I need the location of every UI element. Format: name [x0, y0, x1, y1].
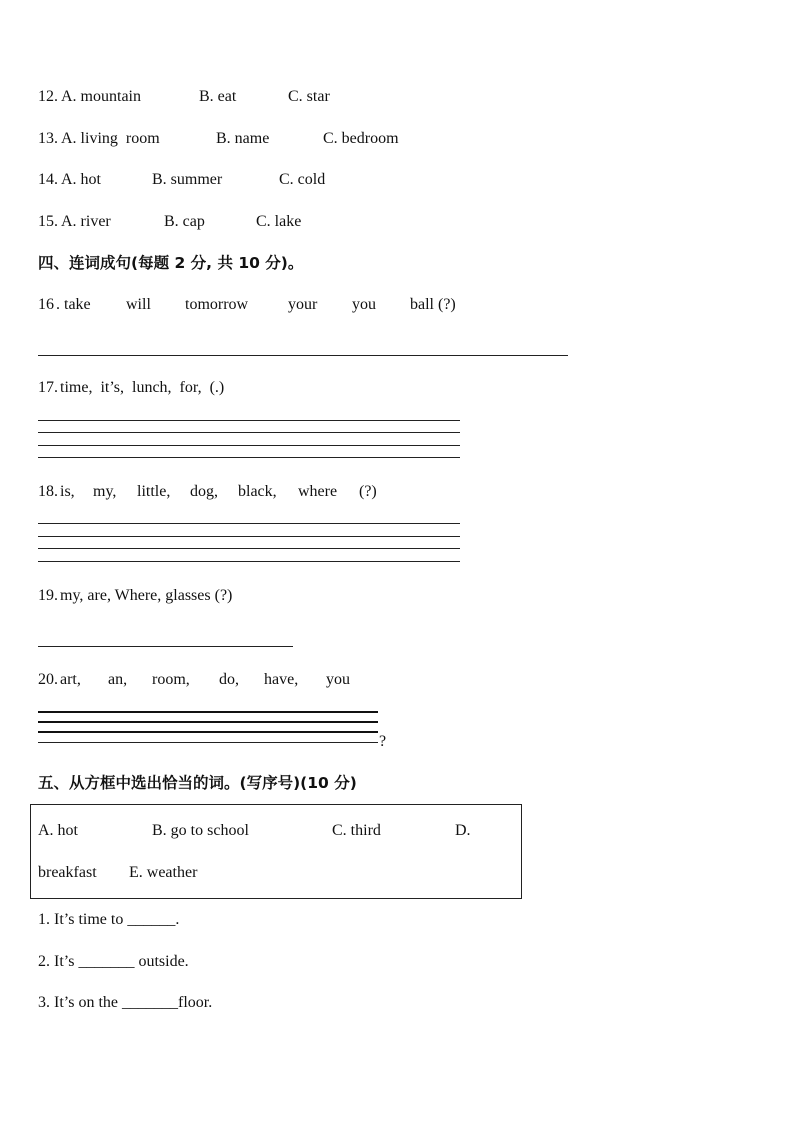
item-text: outside. [134, 953, 189, 970]
option-c: C. star [288, 88, 330, 105]
fill-item-2 [38, 952, 189, 972]
answer-line [38, 742, 378, 743]
word-box [30, 804, 522, 899]
answer-line [38, 561, 460, 562]
section-5-heading: 五、从方框中选出恰当的词。(写序号)(10 分) [38, 774, 357, 792]
blank[interactable]: ______ [127, 911, 176, 928]
word: your [288, 296, 318, 313]
answer-line[interactable] [38, 711, 378, 713]
word: have, [264, 671, 299, 688]
word: art, [60, 671, 81, 688]
box-option: E. weather [129, 864, 198, 881]
box-option: B. go to school [152, 822, 249, 839]
box-option: C. third [332, 822, 381, 839]
word: dog, [190, 483, 218, 500]
item-text: 2. It’s [38, 953, 79, 970]
option-b: B. cap [164, 213, 205, 230]
word-list: my, are, Where, glasses (?) [60, 587, 233, 604]
end-question-mark: ? [379, 733, 387, 750]
item-text: 1. It’s time to [38, 911, 128, 928]
answer-line [38, 432, 460, 433]
option-a: A. river [61, 213, 111, 230]
answer-line[interactable] [38, 420, 460, 421]
option-a: A. hot [61, 171, 101, 188]
option-a: A. living room [61, 130, 160, 147]
word: ball (?) [410, 296, 456, 313]
question-number: 16 [38, 296, 54, 313]
item-text: . [175, 911, 180, 928]
question-number: 12. [38, 88, 58, 105]
item-text: 3. It’s on the [38, 994, 122, 1011]
option-a: A. mountain [61, 88, 141, 105]
word: (?) [359, 483, 377, 500]
question-number: 20. [38, 671, 58, 688]
word: you [352, 296, 376, 313]
answer-line[interactable] [38, 355, 568, 356]
answer-line [38, 536, 460, 537]
option-b: B. summer [152, 171, 223, 188]
question-number: 17. [38, 379, 58, 396]
word: tomorrow [185, 296, 249, 313]
question-number: 15. [38, 213, 58, 230]
word: little, [137, 483, 171, 500]
option-b: B. name [216, 130, 270, 147]
question-number: 13. [38, 130, 58, 147]
option-c: C. bedroom [323, 130, 399, 147]
question-number: 19. [38, 587, 58, 604]
answer-line [38, 457, 460, 458]
word: black, [238, 483, 277, 500]
fill-item-1 [38, 910, 179, 930]
answer-line[interactable] [38, 523, 460, 524]
word: you [326, 671, 350, 688]
word: room, [152, 671, 190, 688]
box-option: breakfast [38, 864, 97, 881]
box-option: A. hot [38, 822, 78, 839]
answer-line [38, 548, 460, 549]
blank[interactable]: _______ [122, 994, 178, 1011]
section-4-heading: 四、连词成句(每题 2 分, 共 10 分)。 [38, 254, 304, 272]
question-number: 14. [38, 171, 58, 188]
option-c: C. cold [279, 171, 326, 188]
answer-line[interactable] [38, 646, 293, 647]
answer-line [38, 721, 378, 723]
fill-item-3 [38, 993, 212, 1013]
word: will [126, 296, 151, 313]
word: an, [108, 671, 128, 688]
answer-line [38, 445, 460, 446]
box-option: D. [455, 822, 471, 839]
word: where [298, 483, 338, 500]
answer-line [38, 731, 378, 733]
word-list: time, it’s, lunch, for, (.) [60, 379, 225, 396]
word: is, [60, 483, 75, 500]
word: . take [56, 296, 91, 313]
option-c: C. lake [256, 213, 302, 230]
option-b: B. eat [199, 88, 237, 105]
word: do, [219, 671, 239, 688]
item-text: floor. [178, 994, 213, 1011]
question-number: 18. [38, 483, 58, 500]
blank[interactable]: _______ [78, 953, 135, 970]
word: my, [93, 483, 117, 500]
